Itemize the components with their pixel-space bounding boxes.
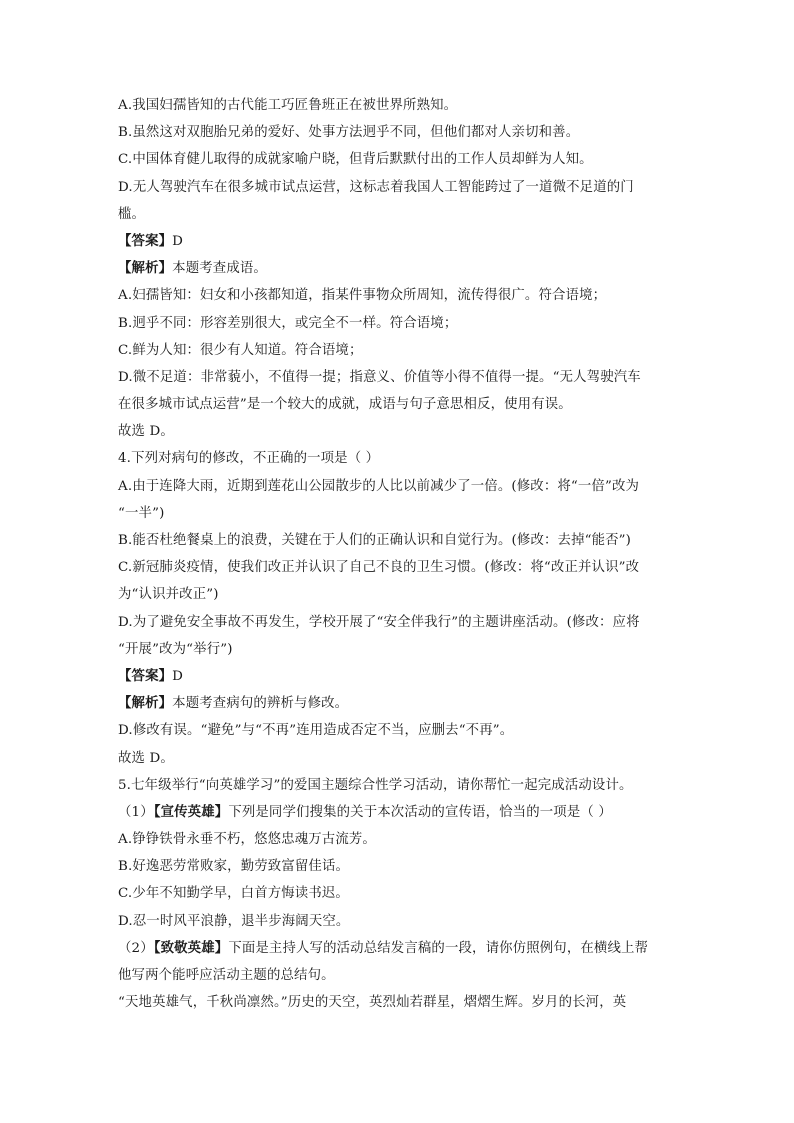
q5-option-a: A.铮铮铁骨永垂不朽，悠悠忠魂万古流芳。 (118, 832, 376, 848)
q3-conclusion: 故选 D。 (118, 424, 174, 440)
q4-analysis-d: D.修改有误。“避免”与“不再”连用造成否定不当，应删去“不再”。 (118, 723, 514, 739)
document-page (118, 92, 678, 1016)
analysis-text: 本题考查成语。 (172, 261, 267, 277)
q5-option-b: B.好逸恶劳常败家，勤劳致富留佳话。 (118, 859, 350, 875)
q3-answer (118, 228, 678, 255)
q3-option-d-line2: 槛。 (118, 206, 146, 222)
sub-tag: 【致敬英雄】 (153, 939, 229, 956)
q3-option-c: C.中国体育健儿取得的成就家喻户晓，但背后默默付出的工作人员却鲜为人知。 (118, 152, 593, 168)
q5-sub2-line2: 他写两个能呼应活动主题的总结句。 (118, 968, 335, 983)
q4-option-a-line2: “一半”) (118, 505, 165, 521)
q4-option-c-line1: C.新冠肺炎疫情，使我们改正并认识了自己不良的卫生习惯。(修改：将“改正并认识”改 (118, 560, 640, 576)
sub-number: （2） (118, 940, 154, 956)
q5-option-d: D.忍一时风平浪静，退半步海阔天空。 (118, 913, 350, 929)
q4-option-a-line1: A.由于连降大雨，近期到莲花山公园散步的人比以前减少了一倍。(修改：将“一倍”改为 (118, 478, 640, 494)
sub-number: （1） (118, 804, 154, 820)
sub-text: 下列是同学们搜集的关于本次活动的宣传语，恰当的一项是（ ） (228, 804, 612, 820)
q3-analysis-a: A.妇孺皆知：妇女和小孩都知道，指某件事物众所周知，流传得很广。符合语境； (118, 288, 607, 304)
sub-text: 下面是主持人写的活动总结发言稿的一段，请你仿照例句，在横线上帮 (228, 940, 649, 956)
q4-option-d-line1: D.为了避免安全事故不再发生，学校开展了“安全伴我行”的主题讲座活动。(修改：应将 (118, 614, 640, 630)
q3-analysis-intro (118, 255, 678, 282)
q4-option-d-line2: “开展”改为“举行”) (118, 641, 233, 657)
q3-option-b: B.虽然这对双胞胎兄弟的爱好、处事方法迥乎不同，但他们都对人亲切和善。 (118, 125, 580, 141)
answer-value: D (172, 668, 184, 684)
answer-tag: 【答案】 (118, 232, 173, 249)
q3-analysis-d-line2: 在很多城市试点运营”是一个较大的成就，成语与句子意思相反，使用有误。 (118, 397, 572, 413)
q5-stem: 5.七年级举行“向英雄学习”的爱国主题综合性学习活动，请你帮忙一起完成活动设计。 (118, 777, 633, 793)
q4-option-c-line2: 为“认识并改正”) (118, 587, 219, 603)
q5-sub1-stem (118, 799, 678, 826)
q5-passage: “天地英雄气，千秋尚凛然。”历史的天空，英烈灿若群星，熠熠生辉。岁月的长河，英 (118, 995, 627, 1011)
analysis-text: 本题考查病句的辨析与修改。 (172, 696, 349, 712)
q4-conclusion: 故选 D。 (118, 750, 174, 766)
answer-value: D (172, 233, 184, 249)
q3-analysis-d-line1: D.微不足道：非常藐小，不值得一提；指意义、价值等小得不值得一提。“无人驾驶汽车 (118, 369, 641, 385)
q3-option-a: A.我国妇孺皆知的古代能工巧匠鲁班正在被世界所熟知。 (118, 98, 458, 113)
q3-analysis-c: C.鲜为人知：很少有人知道。符合语境； (118, 342, 363, 358)
q4-answer (118, 663, 678, 690)
sub-tag: 【宣传英雄】 (153, 803, 229, 820)
q5-option-c: C.少年不知勤学早，白首方悔读书迟。 (118, 886, 349, 902)
q3-analysis-b: B.迥乎不同：形容差别很大，或完全不一样。符合语境； (118, 315, 458, 331)
analysis-tag: 【解析】 (118, 260, 173, 277)
q4-stem: 4.下列对病句的修改，不正确的一项是（ ） (118, 451, 380, 467)
q5-sub2-stem (118, 935, 678, 962)
analysis-tag: 【解析】 (118, 695, 173, 712)
answer-tag: 【答案】 (118, 667, 173, 684)
q3-option-d-line1: D.无人驾驶汽车在很多城市试点运营，这标志着我国人工智能跨过了一道微不足道的门 (118, 179, 634, 195)
q4-option-b: B.能否杜绝餐桌上的浪费，关键在于人们的正确认识和自觉行为。(修改：去掉“能否”) (118, 533, 632, 548)
q4-analysis-intro (118, 690, 678, 717)
